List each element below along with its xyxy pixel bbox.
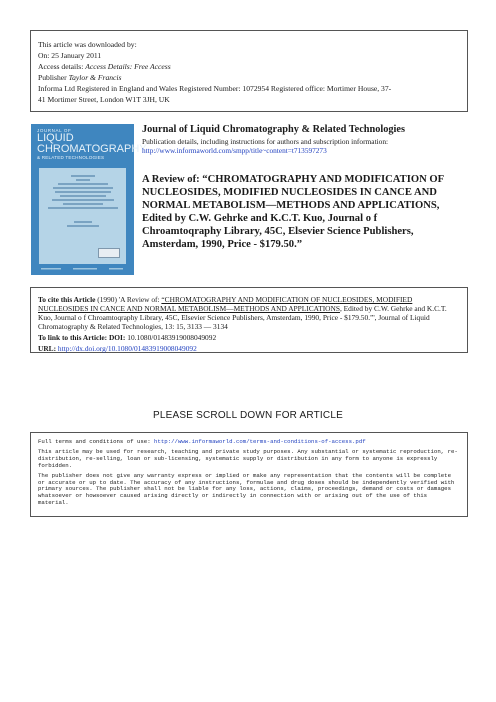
terms-usage-paragraph: This article may be used for research, teaching and private study purposes. Any substantial or systematic reproduction, re-distribution, re-selling, loan or sub-licensing, systematic supply or distribution in any form to anyone is expressly forbidden. xyxy=(38,448,458,469)
cover-title-line-4: & RELATED TECHNOLOGIES xyxy=(37,155,105,160)
registration-line-1: Informa Ltd Registered in England and Wales Registered Number: 1072954 Registered office: Mortimer House, 37- xyxy=(38,84,392,93)
download-date: On: 25 January 2011 xyxy=(38,51,102,60)
article-title: A Review of: “CHROMATOGRAPHY AND MODIFICATION OF NUCLEOSIDES, MODIFIED NUCLEOSIDES IN CANCE AND NORMAL METABOLISM—METHODS AND APPLICATIONS, Edited by C.W. Gehrke and K.C.T. Kuo, Journal o f Chroamtoqraphy Library, 45C, Elsevier Science Publishers, Amsterdam, 1990, Price - $179.50.” xyxy=(142,174,444,250)
cite-year: (1990) 'A Review of: xyxy=(95,295,162,304)
cite-title: “CHROMATOGRAPHY AND MODIFICATION OF NUCLEOSIDES, MODIFIED NUCLEOSIDES IN CANCE AND NORMAL METABOLISM—METHODS AND APPLICATIONS xyxy=(38,295,413,313)
cover-title-line-1: JOURNAL OF xyxy=(37,128,72,133)
cover-title-line-2: LIQUID xyxy=(37,132,74,144)
publisher-value: Taylor & Francis xyxy=(68,73,122,82)
download-notice-box xyxy=(30,30,468,112)
publication-details: Publication details, including instructions for authors and subscription information: xyxy=(142,137,389,146)
doi-url-link[interactable]: http://dx.doi.org/10.1080/01483919008049092 xyxy=(56,344,197,353)
terms-label: Full terms and conditions of use: xyxy=(38,438,155,445)
url-line xyxy=(38,344,461,353)
journal-url-link[interactable]: http://www.informaworld.com/smpp/title~content=t713597273 xyxy=(142,146,327,155)
citation-text xyxy=(38,295,461,331)
registration-line-2: 41 Mortimer Street, London W1T 3JH, UK xyxy=(38,95,170,104)
terms-link-line xyxy=(38,439,461,446)
cite-rest: , Edited by C.W. Gehrke and K.C.T. Kuo, Journal o f Chroamtoqraphy Library, 45C, Elsevier Science Publishers, Amsterdam, 1990, Price - $179.50.”', Journal of Liquid Chromatography & Related Technologies, 13: 15, 3133 — 3134 xyxy=(38,304,447,331)
journal-info xyxy=(142,124,466,251)
journal-title: Journal of Liquid Chromatography & Related Technologies xyxy=(142,124,405,135)
access-value: Access Details: Free Access xyxy=(85,62,171,71)
scroll-down-message: PLEASE SCROLL DOWN FOR ARTICLE xyxy=(153,410,343,421)
cover-title xyxy=(37,128,147,160)
cover-title-line-3: CHROMATOGRAPHY xyxy=(37,143,147,155)
cover-footer xyxy=(31,266,134,272)
citation-box xyxy=(30,287,468,353)
journal-cover-image xyxy=(31,124,147,275)
access-details xyxy=(38,61,461,72)
publisher-label: Publisher xyxy=(38,73,69,82)
cite-label: To cite this Article xyxy=(38,295,96,304)
doi-label: To link to this Article: DOI: xyxy=(38,333,126,342)
doi-value: 10.1080/01483919008049092 xyxy=(125,333,217,342)
terms-disclaimer-paragraph: The publisher does not give any warranty express or implied or make any representation that the contents will be complete or accurate or up to date. The accuracy of any instructions, formulae and drug doses should be independently verified with primary sources. The publisher shall not be liable for any loss, actions, claims, proceedings, demand or costs or damages whatsoever or howsoever caused arising directly or indirectly in connection with or arising out of the use of this material. xyxy=(38,471,455,506)
download-line: This article was downloaded by: xyxy=(38,40,137,49)
url-label: URL: xyxy=(38,344,57,353)
terms-box xyxy=(30,432,468,517)
cover-contents-panel xyxy=(39,168,126,264)
access-label: Access details: xyxy=(38,62,86,71)
terms-url-link[interactable]: http://www.informaworld.com/terms-and-conditions-of-access.pdf xyxy=(154,438,366,445)
publisher-logo xyxy=(98,248,120,258)
publisher xyxy=(38,72,461,83)
doi-line xyxy=(38,333,461,342)
